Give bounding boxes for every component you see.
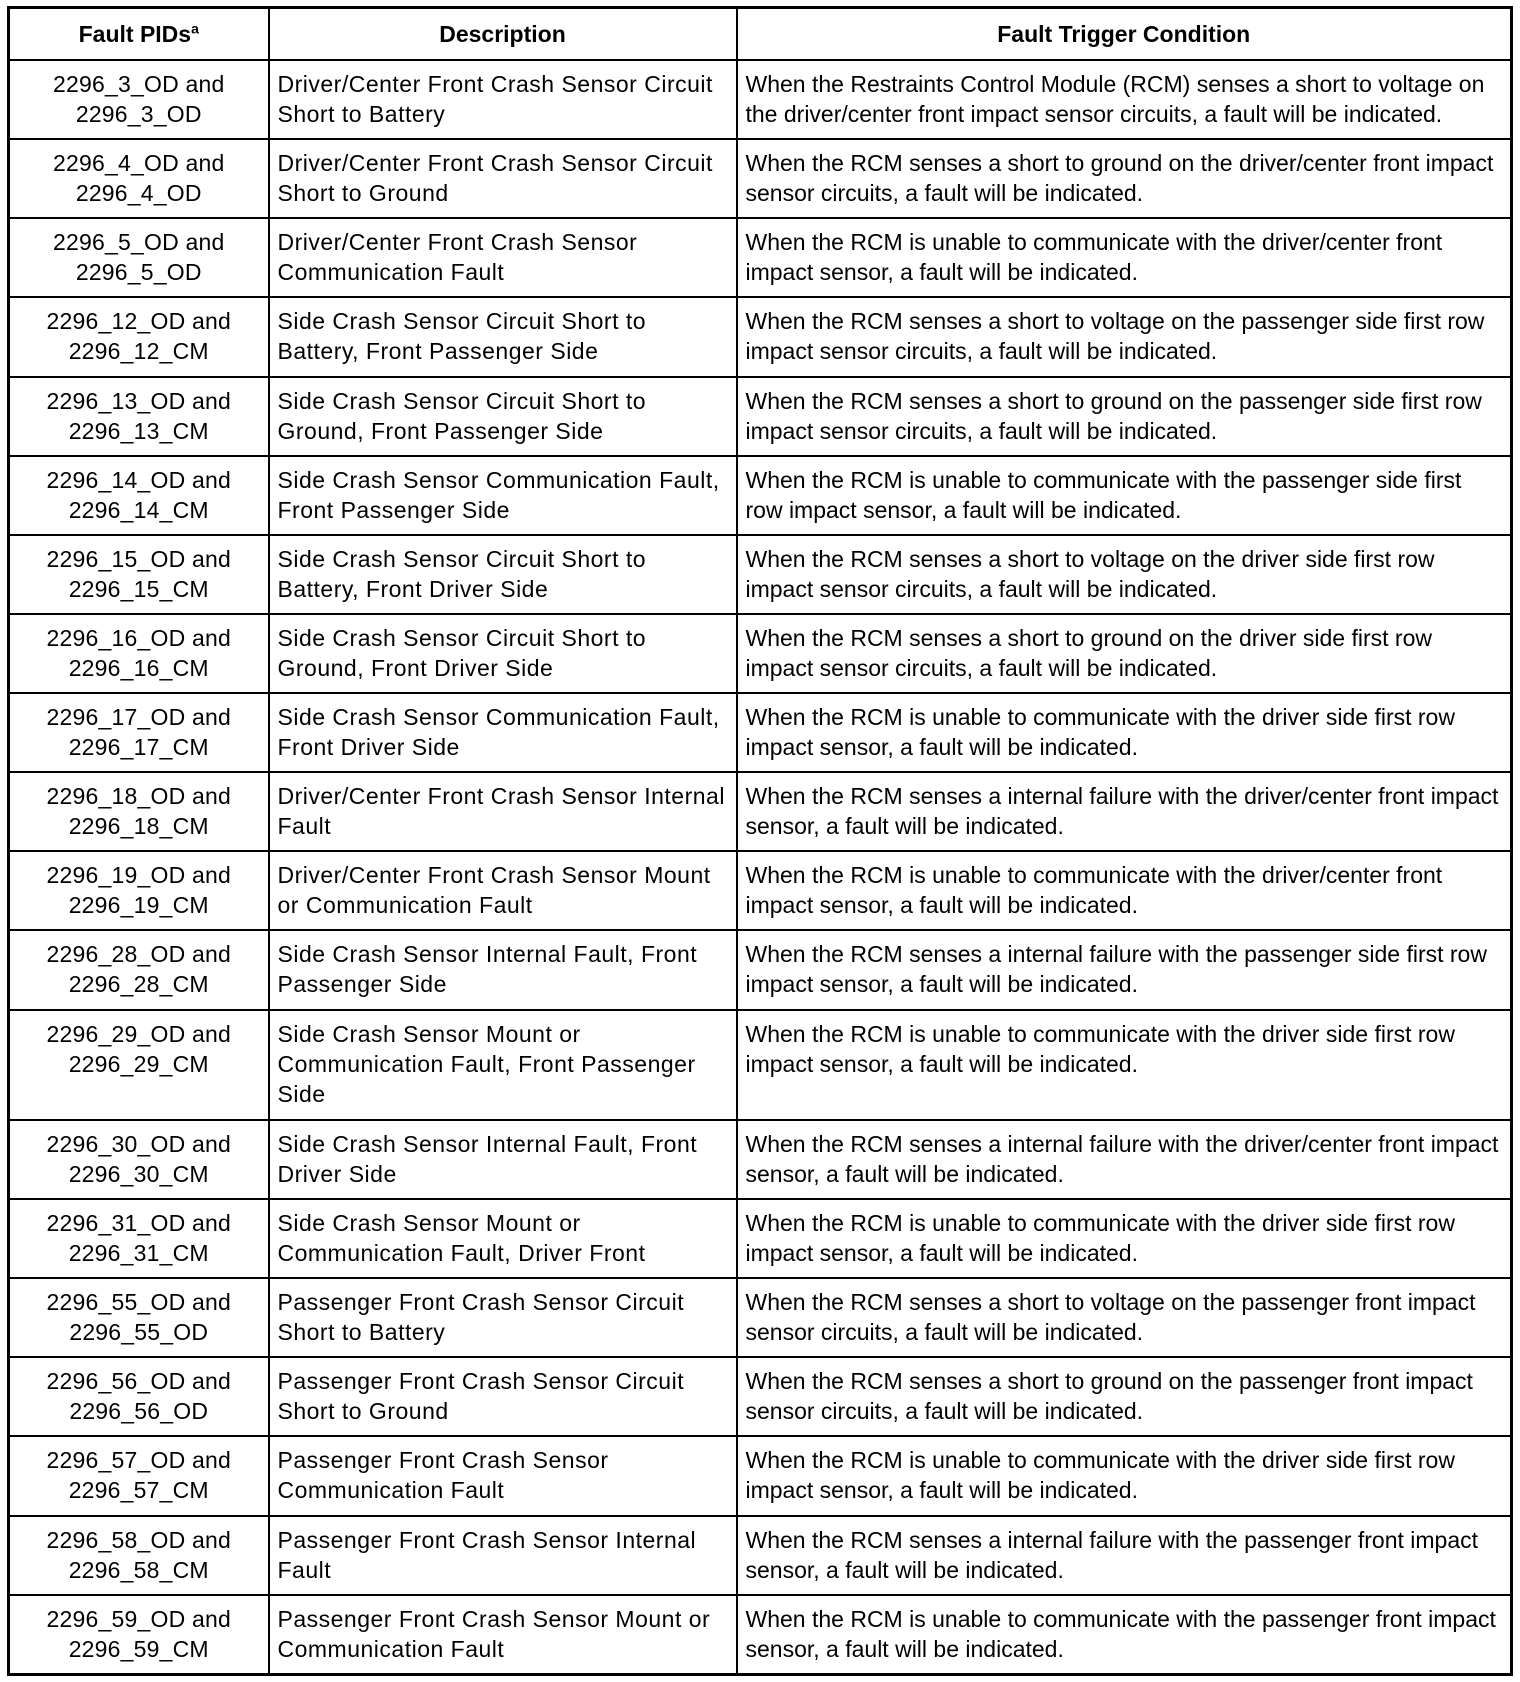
fault-pid-line2: 2296_16_CM bbox=[68, 654, 209, 681]
fault-pid-line1: 2296_57_OD and bbox=[46, 1447, 231, 1474]
description-cell: Side Crash Sensor Circuit Short to Ground, Front Driver Side bbox=[269, 614, 737, 693]
fault-pid-cell bbox=[9, 1436, 269, 1515]
table-row bbox=[9, 1120, 1512, 1199]
fault-pid-line2: 2296_12_CM bbox=[68, 338, 209, 365]
fault-pid-cell bbox=[9, 614, 269, 693]
table-row bbox=[9, 377, 1512, 456]
trigger-condition-cell: When the RCM is unable to communicate with the driver/center front impact sensor, a fault will be indicated. bbox=[737, 851, 1512, 930]
fault-pid-line2: 2296_5_OD bbox=[75, 259, 202, 286]
table-row bbox=[9, 535, 1512, 614]
fault-pid-cell bbox=[9, 535, 269, 614]
fault-pid-line2: 2296_17_CM bbox=[68, 734, 209, 760]
description-cell: Side Crash Sensor Mount or Communication Fault, Front Passenger Side bbox=[269, 1010, 737, 1120]
fault-pid-line1: 2296_31_OD and bbox=[46, 1210, 231, 1236]
fault-pid-line2: 2296_58_CM bbox=[68, 1556, 209, 1583]
header-fault-trigger-condition: Fault Trigger Condition bbox=[737, 8, 1512, 61]
fault-pid-line1: 2296_4_OD and bbox=[53, 150, 225, 177]
fault-pid-line1: 2296_17_OD and bbox=[46, 704, 231, 730]
trigger-condition-cell: When the RCM is unable to communicate with the passenger side first row impact sensor, a fault will be indicated. bbox=[737, 456, 1512, 535]
trigger-condition-cell: When the RCM senses a internal failure with the passenger front impact sensor, a fault will be indicated. bbox=[737, 1516, 1512, 1595]
trigger-condition-cell: When the RCM senses a short to ground on the driver side first row impact sensor circuits, a fault will be indicated. bbox=[737, 614, 1512, 693]
trigger-condition-cell: When the RCM senses a short to voltage on the passenger side first row impact sensor circuits, a fault will be indicated. bbox=[737, 297, 1512, 376]
table-row bbox=[9, 218, 1512, 297]
trigger-condition-cell: When the RCM is unable to communicate with the driver side first row impact sensor, a fault will be indicated. bbox=[737, 1010, 1512, 1120]
fault-pid-line1: 2296_59_OD and bbox=[46, 1605, 231, 1632]
trigger-condition-cell: When the RCM is unable to communicate with the driver side first row impact sensor, a fault will be indicated. bbox=[737, 693, 1512, 772]
table-row bbox=[9, 1436, 1512, 1515]
description-cell: Side Crash Sensor Internal Fault, Front Driver Side bbox=[269, 1120, 737, 1199]
fault-pid-line1: 2296_28_OD and bbox=[46, 941, 231, 968]
fault-pid-cell bbox=[9, 1595, 269, 1675]
table-row bbox=[9, 297, 1512, 376]
description-cell: Side Crash Sensor Communication Fault, Front Passenger Side bbox=[269, 456, 737, 535]
fault-pid-line1: 2296_19_OD and bbox=[46, 862, 231, 889]
table-body bbox=[9, 60, 1512, 1675]
description-cell: Side Crash Sensor Circuit Short to Battery, Front Passenger Side bbox=[269, 297, 737, 376]
description-cell: Driver/Center Front Crash Sensor Internal Fault bbox=[269, 772, 737, 851]
trigger-condition-cell: When the RCM is unable to communicate with the driver side first row impact sensor, a fault will be indicated. bbox=[737, 1436, 1512, 1515]
fault-pid-line2: 2296_55_OD bbox=[69, 1319, 209, 1346]
description-cell: Driver/Center Front Crash Sensor Communication Fault bbox=[269, 218, 737, 297]
table-row bbox=[9, 1357, 1512, 1436]
fault-pid-line1: 2296_30_OD and bbox=[46, 1130, 231, 1157]
fault-pid-line2: 2296_15_CM bbox=[68, 575, 209, 602]
trigger-condition-cell: When the RCM is unable to communicate with the passenger front impact sensor, a fault will be indicated. bbox=[737, 1595, 1512, 1675]
description-cell: Side Crash Sensor Circuit Short to Battery, Front Driver Side bbox=[269, 535, 737, 614]
fault-pid-line1: 2296_14_OD and bbox=[46, 466, 231, 493]
trigger-condition-cell: When the RCM senses a short to ground on the driver/center front impact sensor circuits, a fault will be indicated. bbox=[737, 139, 1512, 218]
fault-pid-cell bbox=[9, 930, 269, 1009]
description-cell: Side Crash Sensor Circuit Short to Ground, Front Passenger Side bbox=[269, 377, 737, 456]
fault-pid-line1: 2296_18_OD and bbox=[46, 783, 231, 810]
fault-table-container bbox=[7, 6, 1513, 1676]
fault-pid-cell bbox=[9, 1516, 269, 1595]
trigger-condition-cell: When the Restraints Control Module (RCM) senses a short to voltage on the driver/center front impact sensor circuits, a fault will be indicated. bbox=[737, 60, 1512, 139]
fault-pid-line2: 2296_14_CM bbox=[68, 496, 209, 523]
header-row bbox=[9, 8, 1512, 61]
trigger-condition-cell: When the RCM senses a short to voltage on the passenger front impact sensor circuits, a fault will be indicated. bbox=[737, 1278, 1512, 1357]
description-cell: Driver/Center Front Crash Sensor Circuit Short to Battery bbox=[269, 60, 737, 139]
table-row bbox=[9, 139, 1512, 218]
fault-pid-cell bbox=[9, 772, 269, 851]
header-footnote-marker: a bbox=[191, 20, 199, 37]
fault-pid-cell bbox=[9, 851, 269, 930]
description-cell: Passenger Front Crash Sensor Circuit Short to Ground bbox=[269, 1357, 737, 1436]
table-row bbox=[9, 930, 1512, 1009]
fault-pid-line1: 2296_13_OD and bbox=[46, 387, 231, 414]
fault-pid-cell bbox=[9, 377, 269, 456]
fault-pid-line2: 2296_13_CM bbox=[68, 417, 209, 444]
header-fault-pids bbox=[9, 8, 269, 61]
table-row bbox=[9, 851, 1512, 930]
table-row bbox=[9, 772, 1512, 851]
header-description: Description bbox=[269, 8, 737, 61]
fault-pid-cell bbox=[9, 139, 269, 218]
fault-pid-line1: 2296_5_OD and bbox=[53, 229, 225, 256]
fault-pid-line2: 2296_57_CM bbox=[68, 1477, 209, 1504]
fault-pid-line1: 2296_16_OD and bbox=[46, 624, 231, 651]
fault-pid-line1: 2296_29_OD and bbox=[46, 1020, 231, 1047]
trigger-condition-cell: When the RCM senses a short to ground on the passenger side first row impact sensor circuits, a fault will be indicated. bbox=[737, 377, 1512, 456]
fault-pid-cell bbox=[9, 60, 269, 139]
fault-pid-line2: 2296_56_OD bbox=[69, 1398, 209, 1425]
fault-pid-line2: 2296_4_OD bbox=[75, 180, 202, 207]
header-fault-pids-label: Fault PIDs bbox=[78, 21, 192, 47]
fault-pid-line1: 2296_56_OD and bbox=[46, 1368, 231, 1395]
table-row bbox=[9, 60, 1512, 139]
fault-pid-line2: 2296_18_CM bbox=[68, 813, 209, 840]
fault-pid-line2: 2296_3_OD bbox=[75, 101, 202, 127]
trigger-condition-cell: When the RCM is unable to communicate with the driver side first row impact sensor, a fault will be indicated. bbox=[737, 1199, 1512, 1278]
description-cell: Passenger Front Crash Sensor Communication Fault bbox=[269, 1436, 737, 1515]
fault-pid-line2: 2296_19_CM bbox=[68, 892, 209, 919]
fault-pid-line1: 2296_58_OD and bbox=[46, 1526, 231, 1553]
fault-pid-line2: 2296_31_CM bbox=[68, 1240, 209, 1266]
table-row bbox=[9, 1278, 1512, 1357]
fault-pid-table bbox=[7, 6, 1513, 1676]
fault-pid-cell bbox=[9, 1278, 269, 1357]
table-row bbox=[9, 1199, 1512, 1278]
fault-pid-cell bbox=[9, 1010, 269, 1120]
trigger-condition-cell: When the RCM senses a internal failure with the driver/center front impact sensor, a fault will be indicated. bbox=[737, 1120, 1512, 1199]
description-cell: Driver/Center Front Crash Sensor Circuit Short to Ground bbox=[269, 139, 737, 218]
table-row bbox=[9, 693, 1512, 772]
table-row bbox=[9, 1595, 1512, 1675]
fault-pid-cell bbox=[9, 693, 269, 772]
fault-pid-cell bbox=[9, 1120, 269, 1199]
table-row bbox=[9, 1516, 1512, 1595]
fault-pid-line2: 2296_29_CM bbox=[68, 1050, 209, 1077]
fault-pid-line2: 2296_28_CM bbox=[68, 971, 209, 998]
fault-pid-line2: 2296_59_CM bbox=[68, 1635, 209, 1662]
fault-pid-cell bbox=[9, 1357, 269, 1436]
fault-pid-cell bbox=[9, 297, 269, 376]
table-row bbox=[9, 614, 1512, 693]
fault-pid-line1: 2296_15_OD and bbox=[46, 545, 231, 572]
trigger-condition-cell: When the RCM is unable to communicate with the driver/center front impact sensor, a fault will be indicated. bbox=[737, 218, 1512, 297]
fault-pid-cell bbox=[9, 218, 269, 297]
fault-pid-line1: 2296_3_OD and bbox=[53, 71, 225, 97]
description-cell: Passenger Front Crash Sensor Mount or Communication Fault bbox=[269, 1595, 737, 1675]
fault-pid-cell bbox=[9, 456, 269, 535]
trigger-condition-cell: When the RCM senses a short to voltage on the driver side first row impact sensor circuits, a fault will be indicated. bbox=[737, 535, 1512, 614]
fault-pid-line1: 2296_12_OD and bbox=[46, 308, 231, 335]
fault-pid-cell bbox=[9, 1199, 269, 1278]
description-cell: Side Crash Sensor Mount or Communication Fault, Driver Front bbox=[269, 1199, 737, 1278]
trigger-condition-cell: When the RCM senses a short to ground on the passenger front impact sensor circuits, a fault will be indicated. bbox=[737, 1357, 1512, 1436]
fault-pid-line2: 2296_30_CM bbox=[68, 1160, 209, 1187]
table-row bbox=[9, 456, 1512, 535]
trigger-condition-cell: When the RCM senses a internal failure with the driver/center front impact sensor, a fault will be indicated. bbox=[737, 772, 1512, 851]
description-cell: Driver/Center Front Crash Sensor Mount or Communication Fault bbox=[269, 851, 737, 930]
description-cell: Passenger Front Crash Sensor Internal Fault bbox=[269, 1516, 737, 1595]
fault-pid-line1: 2296_55_OD and bbox=[46, 1289, 231, 1316]
trigger-condition-cell: When the RCM senses a internal failure with the passenger side first row impact sensor, a fault will be indicated. bbox=[737, 930, 1512, 1009]
table-row bbox=[9, 1010, 1512, 1120]
description-cell: Side Crash Sensor Internal Fault, Front Passenger Side bbox=[269, 930, 737, 1009]
description-cell: Side Crash Sensor Communication Fault, Front Driver Side bbox=[269, 693, 737, 772]
description-cell: Passenger Front Crash Sensor Circuit Short to Battery bbox=[269, 1278, 737, 1357]
